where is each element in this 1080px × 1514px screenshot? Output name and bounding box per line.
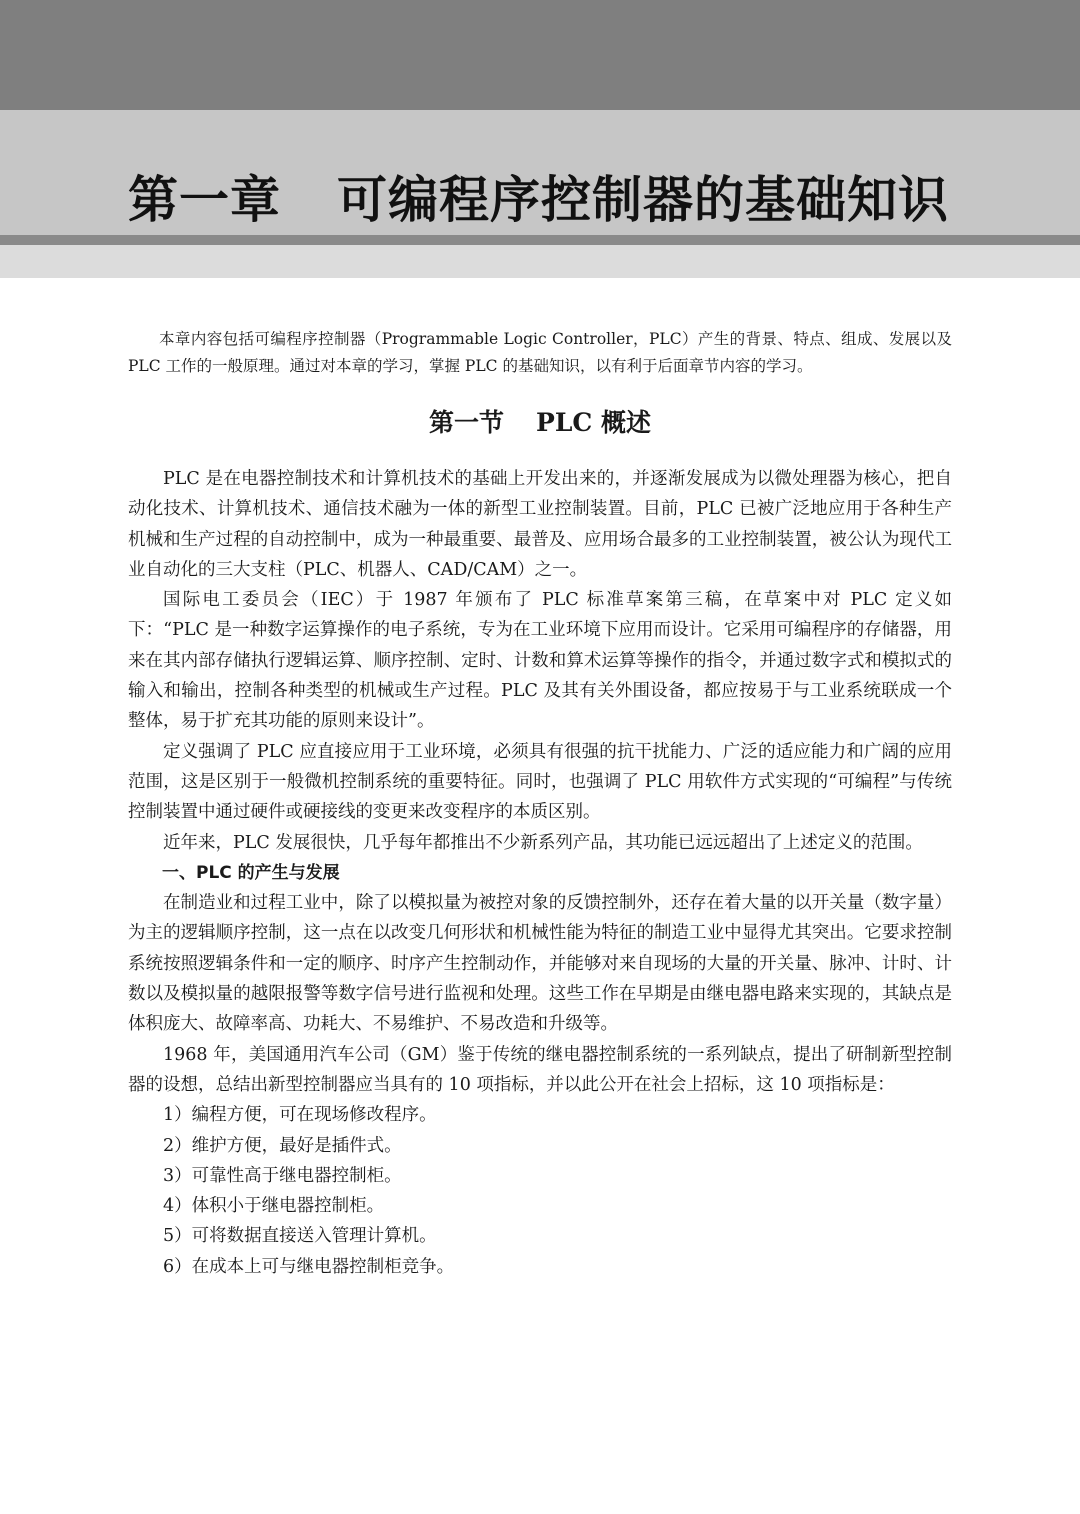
subsection-heading: 一、PLC 的产生与发展 <box>162 862 340 883</box>
paragraph: PLC 是在电器控制技术和计算机技术的基础上开发出来的，并逐渐发展成为以微处理器为核心，把自动化技术、计算机技术、通信技术融为一体的新型工业控制装置。目前，PLC 已被广泛地应用于各种生产机械和生产过程的自动控制中，成为一种最重要、最普及、应用场合最多的工业控制装置，被公认为现代工业自动化的三大支柱（PLC、机器人、CAD/CAM）之一。 <box>128 469 952 580</box>
list-item: 6）在成本上可与继电器控制柜竞争。 <box>163 1256 455 1277</box>
page-content <box>128 326 952 1282</box>
paragraph: 在制造业和过程工业中，除了以模拟量为被控对象的反馈控制外，还存在着大量的以开关量（数字量）为主的逻辑顺序控制，这一点在以改变几何形状和机械性能为特征的制造工业中显得尤其突出。它要求控制系统按照逻辑条件和一定的顺序、时序产生控制动作，并能够对来自现场的大量的开关量、脉冲、计时、计数以及模拟量的越限报警等数字信号进行监视和处理。这些工作在早期是由继电器电路来实现的，其缺点是体积庞大、故障率高、功耗大、不易维护、不易改造和升级等。 <box>128 893 952 1035</box>
list-item: 2）维护方便，最好是插件式。 <box>163 1135 402 1156</box>
paragraph: 近年来，PLC 发展很快，几乎每年都推出不少新系列产品，其功能已远远超出了上述定义的范围。 <box>163 832 923 853</box>
section-title <box>128 406 952 440</box>
section-name: PLC 概述 <box>536 408 651 437</box>
chapter-intro: 本章内容包括可编程序控制器（Programmable Logic Controller，PLC）产生的背景、特点、组成、发展以及 PLC 工作的一般原理。通过对本章的学习，掌握 PLC 的基础知识，以有利于后面章节内容的学习。 <box>128 330 952 375</box>
chapter-label: 第一章 <box>128 171 281 229</box>
header-band-light <box>0 245 1080 278</box>
paragraph: 国际电工委员会（IEC）于 1987 年颁布了 PLC 标准草案第三稿，在草案中对 PLC 定义如下：“PLC 是一种数字运算操作的电子系统，专为在工业环境下应用而设计。它采用可编程序的存储器，用来在其内部存储执行逻辑运算、顺序控制、定时、计数和算术运算等操作的指令，并通过数字式和模拟式的输入和输出，控制各种类型的机械或生产过程。PLC 及其有关外围设备，都应按易于与工业系统联成一个整体，易于扩充其功能的原则来设计”。 <box>128 590 952 732</box>
list-item: 5）可将数据直接送入管理计算机。 <box>163 1226 437 1247</box>
list-item: 4）体积小于继电器控制柜。 <box>163 1196 385 1217</box>
requirements-list <box>128 1100 952 1282</box>
chapter-name: 可编程序控制器的基础知识 <box>337 171 949 229</box>
chapter-title <box>128 168 949 232</box>
list-item: 3）可靠性高于继电器控制柜。 <box>163 1165 402 1186</box>
header-band-dark <box>0 0 1080 110</box>
header-divider <box>0 235 1080 245</box>
paragraph: 定义强调了 PLC 应直接应用于工业环境，必须具有很强的抗干扰能力、广泛的适应能力和广阔的应用范围，这是区别于一般微机控制系统的重要特征。同时，也强调了 PLC 用软件方式实现的“可编程”与传统控制装置中通过硬件或硬接线的变更来改变程序的本质区别。 <box>128 741 952 823</box>
list-item: 1）编程方便，可在现场修改程序。 <box>163 1105 437 1126</box>
section-label: 第一节 <box>429 408 505 437</box>
paragraph: 1968 年，美国通用汽车公司（GM）鉴于传统的继电器控制系统的一系列缺点，提出了研制新型控制器的设想，总结出新型控制器应当具有的 10 项指标，并以此公开在社会上招标，这 10 项指标是： <box>128 1044 952 1095</box>
